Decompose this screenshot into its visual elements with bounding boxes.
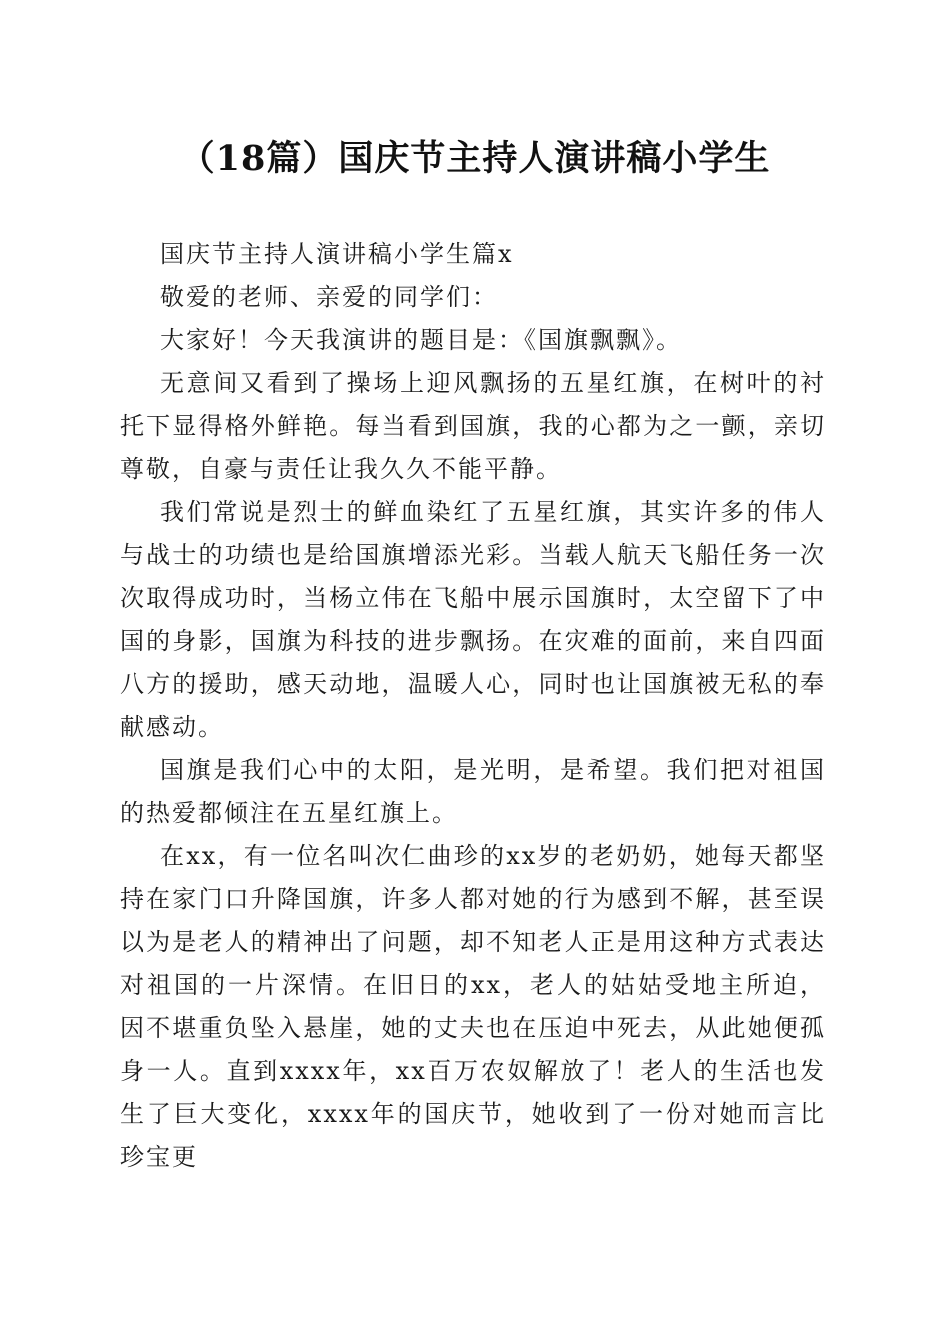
paragraph-body-2: 我们常说是烈士的鲜血染红了五星红旗，其实许多的伟人与战士的功绩也是给国旗增添光彩。当载人航天飞船任务一次次取得成功时，当杨立伟在飞船中展示国旗时，太空留下了中国的身影，国旗为科技的进步飘扬。在灾难的面前，来自四面八方的援助，感天动地，温暖人心，同时也让国旗被无私的奉献感动。 bbox=[120, 498, 826, 741]
paragraph-body-3: 国旗是我们心中的太阳，是光明，是希望。我们把对祖国的热爱都倾注在五星红旗上。 bbox=[120, 756, 826, 827]
paragraph-body-4: 在xx，有一位名叫次仁曲珍的xx岁的老奶奶，她每天都坚持在家门口升降国旗，许多人都对她的行为感到不解，甚至误以为是老人的精神出了问题，却不知老人正是用这种方式表达对祖国的一片深情。在旧日的xx，老人的姑姑受地主所迫，因不堪重负坠入悬崖，她的丈夫也在压迫中死去，从此她便孤身一人。直到xxxx年，xx百万农奴解放了！老人的生活也发生了巨大变化，xxxx年的国庆节，她收到了一份对她而言比珍宝更 bbox=[120, 842, 826, 1171]
paragraph-greeting: 大家好！今天我演讲的题目是：《国旗飘飘》。 bbox=[160, 326, 682, 354]
paragraph-body-1: 无意间又看到了操场上迎风飘扬的五星红旗，在树叶的衬托下显得格外鲜艳。每当看到国旗，我的心都为之一颤，亲切尊敬，自豪与责任让我久久不能平静。 bbox=[120, 369, 826, 483]
paragraph-section-heading: 国庆节主持人演讲稿小学生篇x bbox=[160, 240, 514, 268]
document-body bbox=[120, 233, 826, 1179]
paragraph-salutation: 敬爱的老师、亲爱的同学们： bbox=[160, 283, 498, 311]
document-title: （18篇）国庆节主持人演讲稿小学生 bbox=[179, 138, 771, 179]
